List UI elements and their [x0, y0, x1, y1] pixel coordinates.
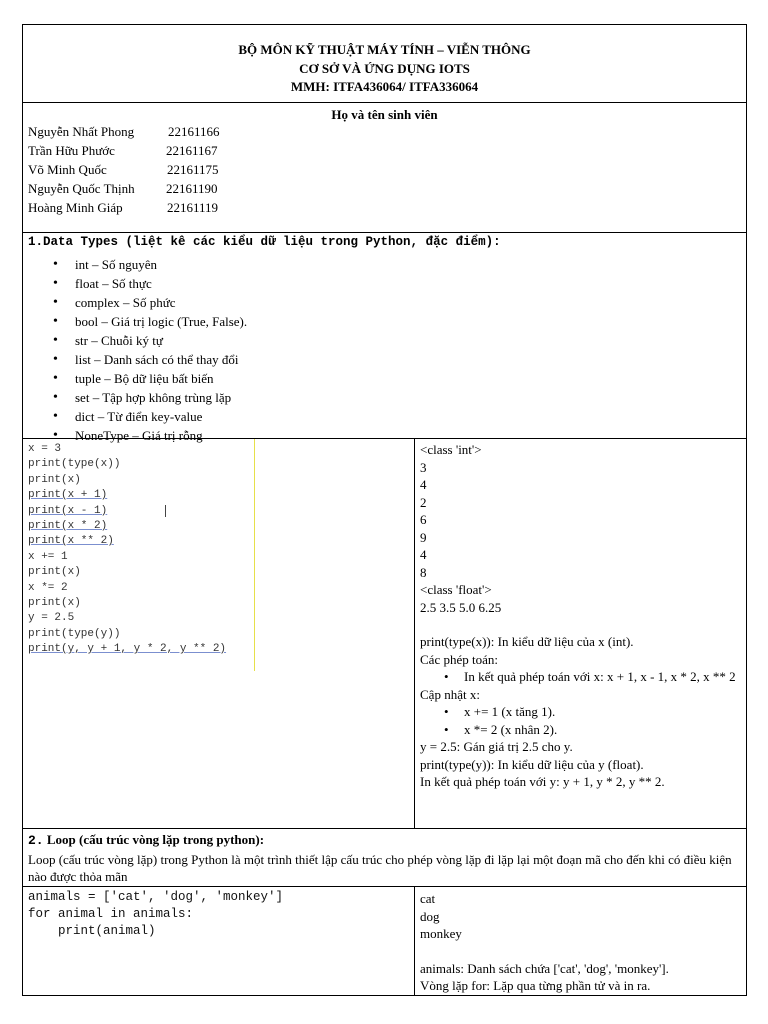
- list-item: • dict – Từ điển key-value: [53, 407, 247, 426]
- code-line: print(type(y)): [28, 627, 121, 640]
- output-line: <class 'int'>: [420, 442, 482, 457]
- code-block: [28, 889, 283, 940]
- loop-section: [23, 829, 746, 887]
- code-line: print(x * 2): [28, 519, 108, 532]
- code-line: x = 3: [28, 443, 62, 455]
- code-line: print(type(x)): [28, 458, 121, 471]
- data-types-section: [23, 233, 746, 443]
- loop-title: Loop (cấu trúc vòng lặp trong python):: [46, 832, 265, 847]
- code-line: for animal in animals:: [28, 907, 194, 921]
- student-id: 22161167: [166, 143, 218, 158]
- output-line: 4: [420, 547, 427, 562]
- list-item: • complex – Số phức: [53, 293, 247, 312]
- output-line: 9: [420, 529, 427, 545]
- loop-example-row: [23, 887, 746, 995]
- code-line: print(x ** 2): [28, 535, 114, 548]
- output-line: 2.5 3.5 5.0 6.25: [420, 599, 502, 615]
- document-header: [23, 25, 746, 103]
- explanation-line: Cập nhật x:: [420, 686, 480, 702]
- course-code: MMH: ITFA436064/ ITFA336064: [290, 79, 479, 94]
- explanation-line: In kết quả phép toán với y: y + 1, y * 2, y ** 2.: [420, 774, 665, 789]
- data-types-list: [53, 255, 247, 445]
- code-line: x *= 2: [28, 581, 68, 594]
- list-item: • NoneType – Giá trị rỗng: [53, 426, 247, 445]
- output-line: 8: [420, 564, 427, 580]
- explanation-line: animals: Danh sách chứa ['cat', 'dog', 'monkey'].: [420, 960, 669, 976]
- list-item: • set – Tập hợp không trùng lặp: [53, 388, 247, 407]
- list-item: • bool – Giá trị logic (True, False).: [53, 312, 247, 331]
- data-types-heading: 1.Data Types (liệt kê các kiểu dữ liệu trong Python, đặc điểm):: [28, 235, 501, 249]
- code-line: y = 2.5: [28, 612, 75, 625]
- list-item: • tuple – Bộ dữ liệu bất biến: [53, 369, 247, 388]
- code-box-edge: [254, 439, 255, 671]
- student-id: 22161119: [167, 200, 219, 215]
- code-line: x += 1: [28, 550, 68, 563]
- output-column: [420, 441, 740, 791]
- student-name: Hoàng Minh Giáp: [28, 200, 123, 215]
- output-column: [420, 890, 669, 995]
- explanation-line: Vòng lặp for: Lặp qua từng phần tử và in ra.: [420, 978, 651, 993]
- column-divider: [414, 887, 415, 995]
- explanation-line: print(type(x)): In kiểu dữ liệu của x (int).: [420, 634, 634, 649]
- student-id: 22161190: [166, 181, 218, 196]
- output-line: 3: [420, 459, 427, 475]
- student-list-section: [23, 103, 746, 233]
- output-line: dog: [420, 908, 440, 924]
- section-number: 2.: [28, 833, 44, 848]
- code-line: print(animal): [28, 924, 156, 938]
- document-table: [22, 24, 747, 996]
- code-line: print(x): [28, 566, 81, 579]
- code-line: print(x - 1): [28, 504, 108, 517]
- student-name: Nguyễn Nhất Phong: [28, 124, 135, 139]
- code-block: [28, 442, 226, 657]
- explanation-bullet: • x += 1 (x tăng 1).: [420, 703, 740, 721]
- code-line: print(y, y + 1, y * 2, y ** 2): [28, 643, 227, 656]
- output-line: 2: [420, 494, 427, 510]
- code-line: print(x): [28, 473, 81, 486]
- data-types-example-row: [23, 439, 746, 829]
- student-id: 22161166: [168, 124, 220, 139]
- code-line: print(x): [28, 596, 81, 609]
- student-name: Võ Minh Quốc: [28, 162, 107, 177]
- explanation-bullet: • In kết quả phép toán với x: x + 1, x - 1, x * 2, x ** 2: [420, 668, 740, 686]
- student-name: Nguyễn Quốc Thịnh: [28, 181, 135, 196]
- course-title: CƠ SỞ VÀ ỨNG DỤNG IOTS: [299, 61, 470, 76]
- explanation-line: print(type(y)): In kiểu dữ liệu của y (float).: [420, 756, 644, 772]
- output-line: <class 'float'>: [420, 582, 492, 597]
- student-list-title: Họ và tên sinh viên: [331, 107, 438, 122]
- explanation-line: y = 2.5: Gán giá trị 2.5 cho y.: [420, 739, 573, 754]
- code-line: animals = ['cat', 'dog', 'monkey']: [28, 890, 284, 904]
- code-line: print(x + 1): [28, 489, 108, 502]
- list-item: • int – Số nguyên: [53, 255, 247, 274]
- list-item: • str – Chuỗi ký tự: [53, 331, 247, 350]
- list-item: • float – Số thực: [53, 274, 247, 293]
- output-line: cat: [420, 891, 436, 906]
- explanation-line: Các phép toán:: [420, 651, 498, 667]
- loop-heading: [28, 832, 264, 848]
- loop-description: Loop (cấu trúc vòng lặp) trong Python là một trình thiết lập cấu trúc cho phép vòng lặp đi lặp lại một đoạn mã cho đến khi có điều kiện nào được thỏa mãn: [28, 852, 732, 884]
- output-line: monkey: [420, 926, 462, 941]
- output-line: 4: [420, 477, 427, 492]
- student-name: Trần Hữu Phước: [28, 143, 115, 158]
- explanation-bullet: • x *= 2 (x nhân 2).: [420, 721, 740, 739]
- list-item: • list – Danh sách có thể thay đổi: [53, 350, 247, 369]
- output-line: 6: [420, 512, 427, 527]
- department-title: BỘ MÔN KỸ THUẬT MÁY TÍNH – VIỄN THÔNG: [238, 42, 531, 57]
- column-divider: [414, 439, 415, 828]
- student-id: 22161175: [167, 162, 219, 177]
